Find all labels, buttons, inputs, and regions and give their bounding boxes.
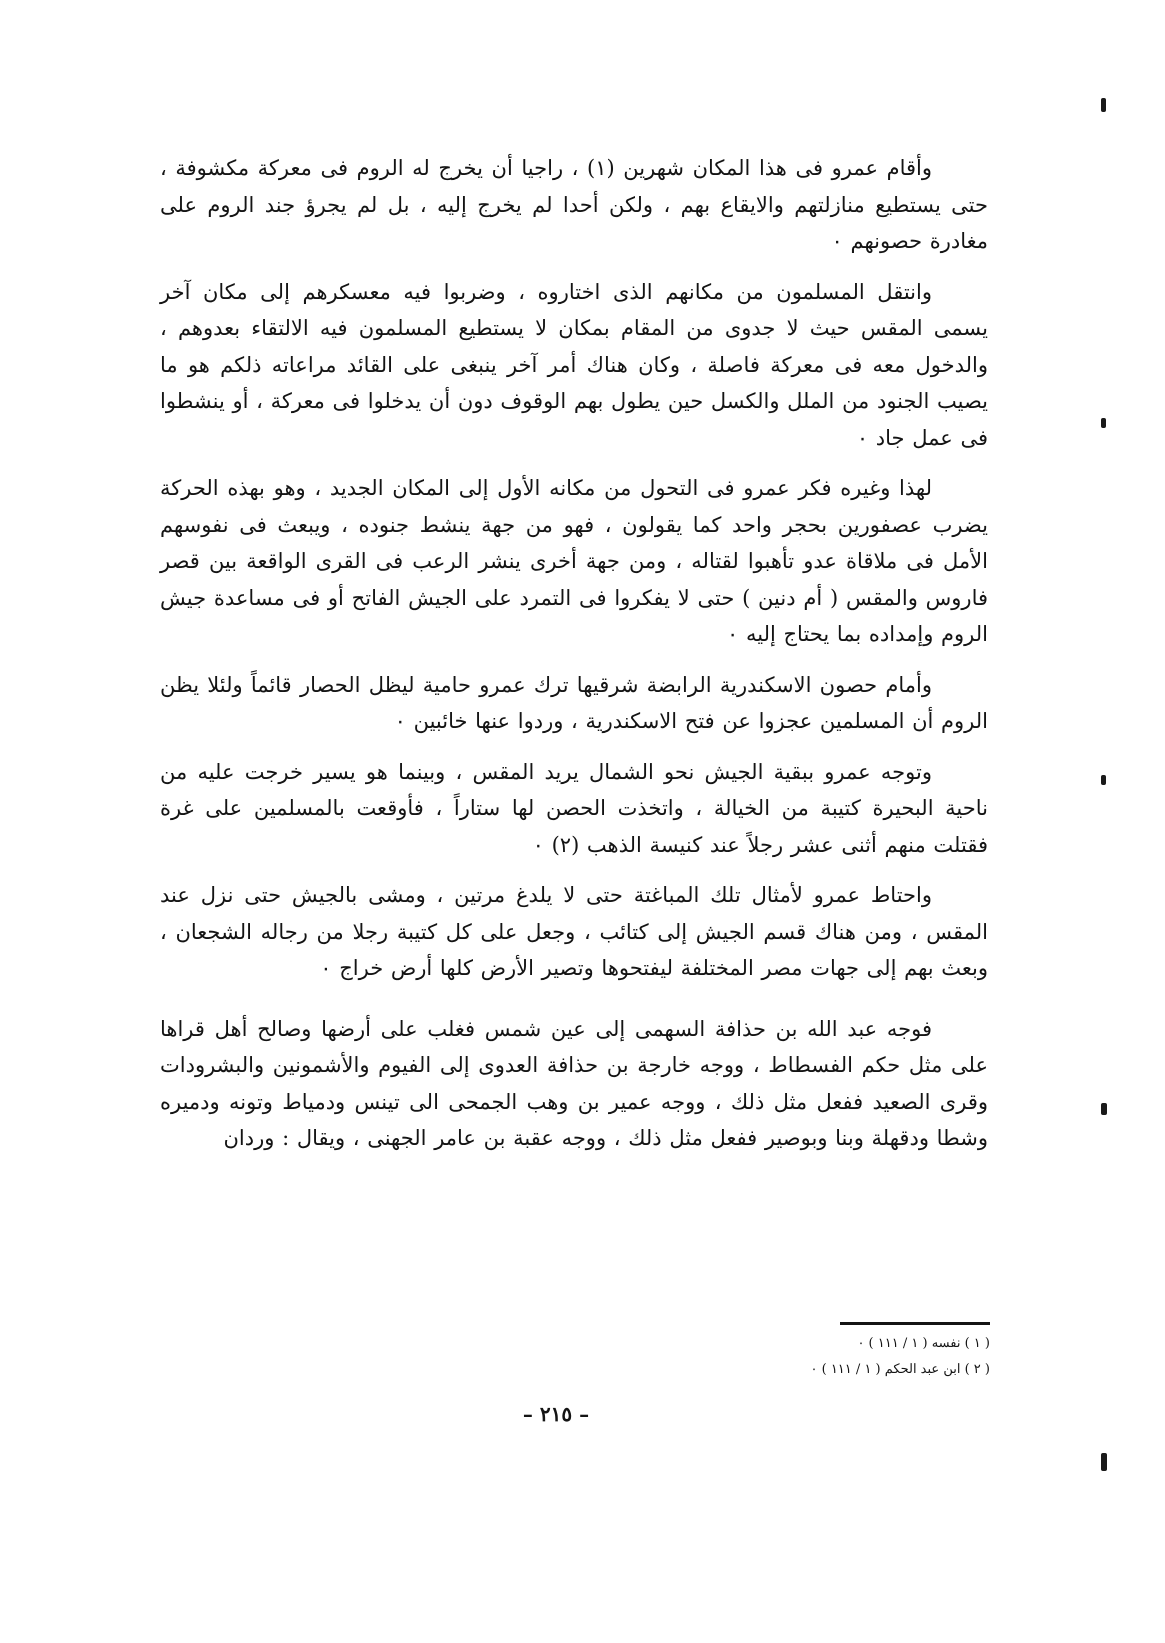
- footnote-2: ( ٢ ) ابن عبد الحكم ( ١ / ١١١ ) ٠: [810, 1362, 990, 1377]
- paragraph-5: وتوجه عمرو ببقية الجيش نحو الشمال يريد المقس ، وبينما هو يسير خرجت عليه من ناحية البحيرة كتيبة من الخيالة ، واتخذت الحصن لها ستاراً ، فأوقعت بالمسلمين على غرة فقتلت منهم أثنى عشر رجلاً عند كنيسة الذهب (٢) ٠: [160, 759, 988, 857]
- main-text: [160, 150, 988, 1171]
- footnotes: [730, 1322, 990, 1383]
- paragraph-7: فوجه عبد الله بن حذافة السهمى إلى عين شمس فغلب على أرضها وصالح أهل قراها على مثل حكم الفسطاط ، ووجه خارجة بن حذافة العدوى إلى الفيوم والأشمونين والبشرودات وقرى الصعيد ففعل مثل ذلك ، ووجه عمير بن وهب الجمحى الى تينس ودمياط وتونه ودميره وشطا ودقهلة وبنا وبوصير ففعل مثل ذلك ، ووجه عقبة بن عامر الجهنى ، ويقال : وردان: [160, 1016, 988, 1150]
- scan-mark: [1101, 98, 1106, 112]
- footnote-rule: [840, 1322, 990, 1325]
- scan-mark: [1101, 1453, 1107, 1471]
- page-number: – ٢١٥ –: [522, 1402, 590, 1426]
- paragraph-6: واحتاط عمرو لأمثال تلك المباغتة حتى لا يلدغ مرتين ، ومشى بالجيش حتى نزل عند المقس ، ومن هناك قسم الجيش إلى كتائب ، وجعل على كل كتيبة رجلا من رجاله الشجعان ، وبعث بهم إلى جهات مصر المختلفة ليفتحوها وتصير الأرض كلها أرض خراج ٠: [160, 883, 988, 980]
- scan-mark: [1101, 1103, 1107, 1115]
- scan-mark: [1101, 775, 1106, 785]
- footnote-1: ( ١ ) نفسه ( ١ / ١١١ ) ٠: [857, 1336, 990, 1351]
- paragraph-1: وأقام عمرو فى هذا المكان شهرين (١) ، راجيا أن يخرج له الروم فى معركة مكشوفة ، حتى يستطيع منازلتهم والايقاع بهم ، ولكن أحدا لم يخرج إليه ، بل لم يجرؤ جند الروم على مغادرة حصونهم ٠: [160, 156, 988, 253]
- paragraph-3: لهذا وغيره فكر عمرو فى التحول من مكانه الأول إلى المكان الجديد ، وهو بهذه الحركة يضرب عصفورين بحجر واحد كما يقولون ، فهو من جهة ينشط جنوده ، ويبعث فى نفوسهم الأمل فى ملاقاة عدو تأهبوا لقتاله ، ومن جهة أخرى ينشر الرعب فى القرى الواقعة بين قصر فاروس والمقس ( أم دنين ) حتى لا يفكروا فى التمرد على الجيش الفاتح أو فى مساعدة جيش الروم وإمداده بما يحتاج إليه ٠: [160, 476, 988, 646]
- paragraph-2: وانتقل المسلمون من مكانهم الذى اختاروه ، وضربوا فيه معسكرهم إلى مكان آخر يسمى المقس حيث لا جدوى من المقام بمكان لا يستطيع المسلمون فيه الالتقاء بعدوهم ، والدخول معه فى معركة فاصلة ، وكان هناك أمر آخر ينبغى على القائد مراعاته ذلكم هو ما يصيب الجنود من الملل والكسل حين يطول بهم الوقوف دون أن يدخلوا فى معركة ، أو ينشطوا فى عمل جاد ٠: [160, 279, 988, 450]
- paragraph-4: وأمام حصون الاسكندرية الرابضة شرقيها ترك عمرو حامية ليظل الحصار قائماً ولئلا يظن الروم أن المسلمين عجزوا عن فتح الاسكندرية ، وردوا عنها خائبين ٠: [160, 672, 988, 733]
- scan-mark: [1101, 418, 1106, 428]
